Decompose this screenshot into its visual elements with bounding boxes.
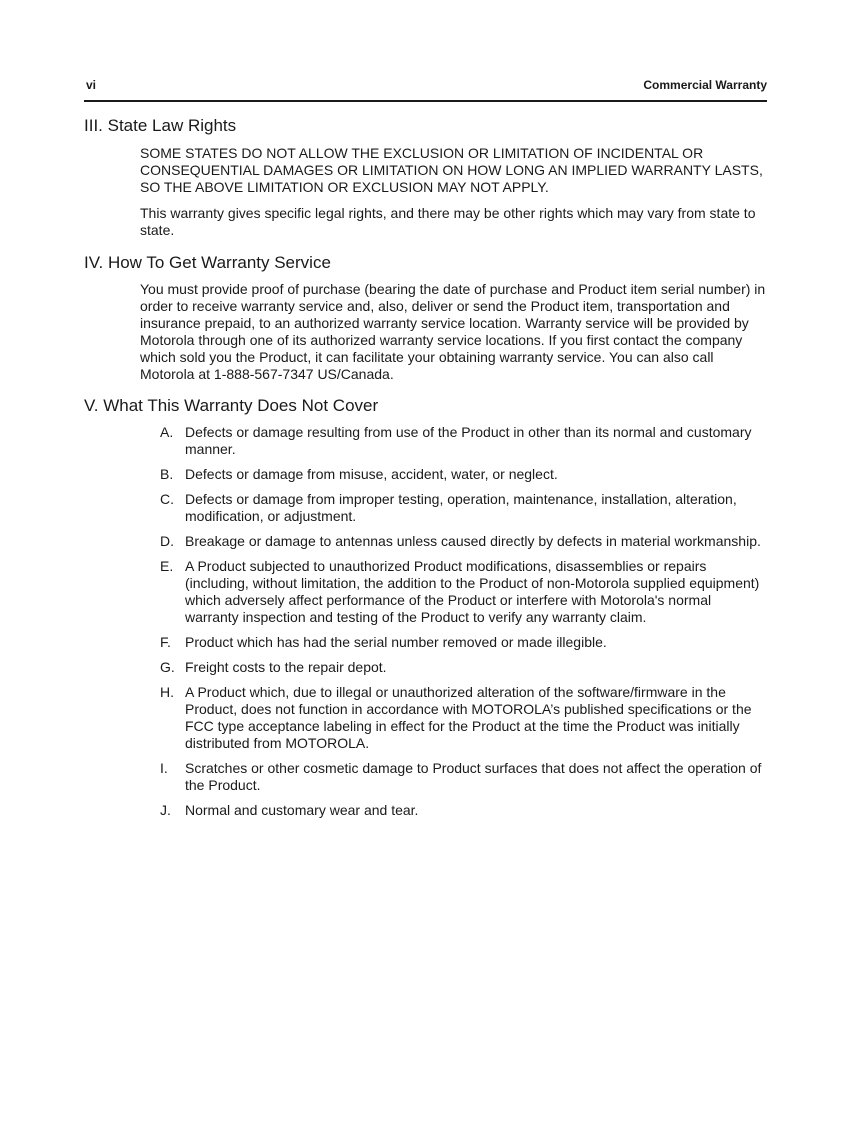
list-item xyxy=(84,634,767,651)
list-marker: I. xyxy=(160,760,168,776)
list-marker: B. xyxy=(160,466,174,482)
list-marker: H. xyxy=(160,684,174,700)
list-item-text: Defects or damage resulting from use of the Product in other than its normal and customary manner. xyxy=(185,424,752,457)
list-item-text: Scratches or other cosmetic damage to Product surfaces that does not affect the operation of the Product. xyxy=(185,760,762,793)
header-divider xyxy=(84,100,767,102)
list-item xyxy=(84,424,767,458)
list-item xyxy=(84,558,767,626)
exclusions-list xyxy=(84,424,767,819)
list-item xyxy=(84,533,767,550)
section-not-covered xyxy=(84,395,767,819)
section-heading: IV. How To Get Warranty Service xyxy=(84,253,331,272)
limitation-notice-paragraph: SOME STATES DO NOT ALLOW THE EXCLUSION OR LIMITATION OF INCIDENTAL OR CONSEQUENTIAL DAMAGES OR LIMITATION ON HOW LONG AN IMPLIED WARRANTY LASTS, SO THE ABOVE LIMITATION OR EXCLUSION MAY NOT APPLY. xyxy=(140,145,763,195)
page-content xyxy=(84,115,767,827)
section-body xyxy=(140,281,767,383)
section-heading: III. State Law Rights xyxy=(84,116,237,135)
list-marker: F. xyxy=(160,634,171,650)
list-item-text: Breakage or damage to antennas unless caused directly by defects in material workmanship. xyxy=(185,533,761,549)
list-item xyxy=(84,760,767,794)
section-body xyxy=(140,145,767,239)
list-marker: G. xyxy=(160,659,175,675)
section-state-law-rights xyxy=(84,115,767,239)
list-item-text: Normal and customary wear and tear. xyxy=(185,802,419,818)
list-item xyxy=(84,684,767,752)
list-item xyxy=(84,466,767,483)
section-heading: V. What This Warranty Does Not Cover xyxy=(84,396,379,415)
list-item xyxy=(84,802,767,819)
section-get-warranty-service xyxy=(84,252,767,383)
list-item-text: A Product subjected to unauthorized Product modifications, disassemblies or repairs (including, without limitation, the addition to the Product of non-Motorola supplied equipment) which adversely affect performance of the Product or interfere with Motorola's normal warranty inspection and testing of the Product to verify any warranty claim. xyxy=(185,558,760,625)
list-item-text: Defects or damage from misuse, accident, water, or neglect. xyxy=(185,466,558,482)
warranty-service-paragraph: You must provide proof of purchase (bearing the date of purchase and Product item serial number) in order to receive warranty service and, also, deliver or send the Product item, transportation and insurance prepaid, to an authorized warranty service location. Warranty service will be provided by Motorola through one of its authorized warranty service locations. If you first contact the company which sold you the Product, it can facilitate your obtaining warranty service. You can also call Motorola at 1-888-567-7347 US/Canada. xyxy=(140,281,766,382)
list-marker: J. xyxy=(160,802,171,818)
list-item-text: Freight costs to the repair depot. xyxy=(185,659,387,675)
list-marker: A. xyxy=(160,424,174,440)
legal-rights-paragraph: This warranty gives specific legal rights, and there may be other rights which may vary from state to state. xyxy=(140,205,756,238)
page-header xyxy=(86,78,767,94)
page-number: vi xyxy=(86,78,97,92)
list-item-text: A Product which, due to illegal or unauthorized alteration of the software/firmware in the Product, does not function in accordance with MOTOROLA’s published specifications or the FCC type acceptance labeling in effect for the Product at the time the Product was initially distributed from MOTOROLA. xyxy=(185,684,752,751)
list-item-text: Defects or damage from improper testing, operation, maintenance, installation, alteration, modification, or adjustment. xyxy=(185,491,737,524)
list-marker: C. xyxy=(160,491,174,507)
list-item xyxy=(84,491,767,525)
list-item-text: Product which has had the serial number removed or made illegible. xyxy=(185,634,607,650)
list-marker: E. xyxy=(160,558,174,574)
list-item xyxy=(84,659,767,676)
running-title: Commercial Warranty xyxy=(643,78,767,92)
list-marker: D. xyxy=(160,533,174,549)
